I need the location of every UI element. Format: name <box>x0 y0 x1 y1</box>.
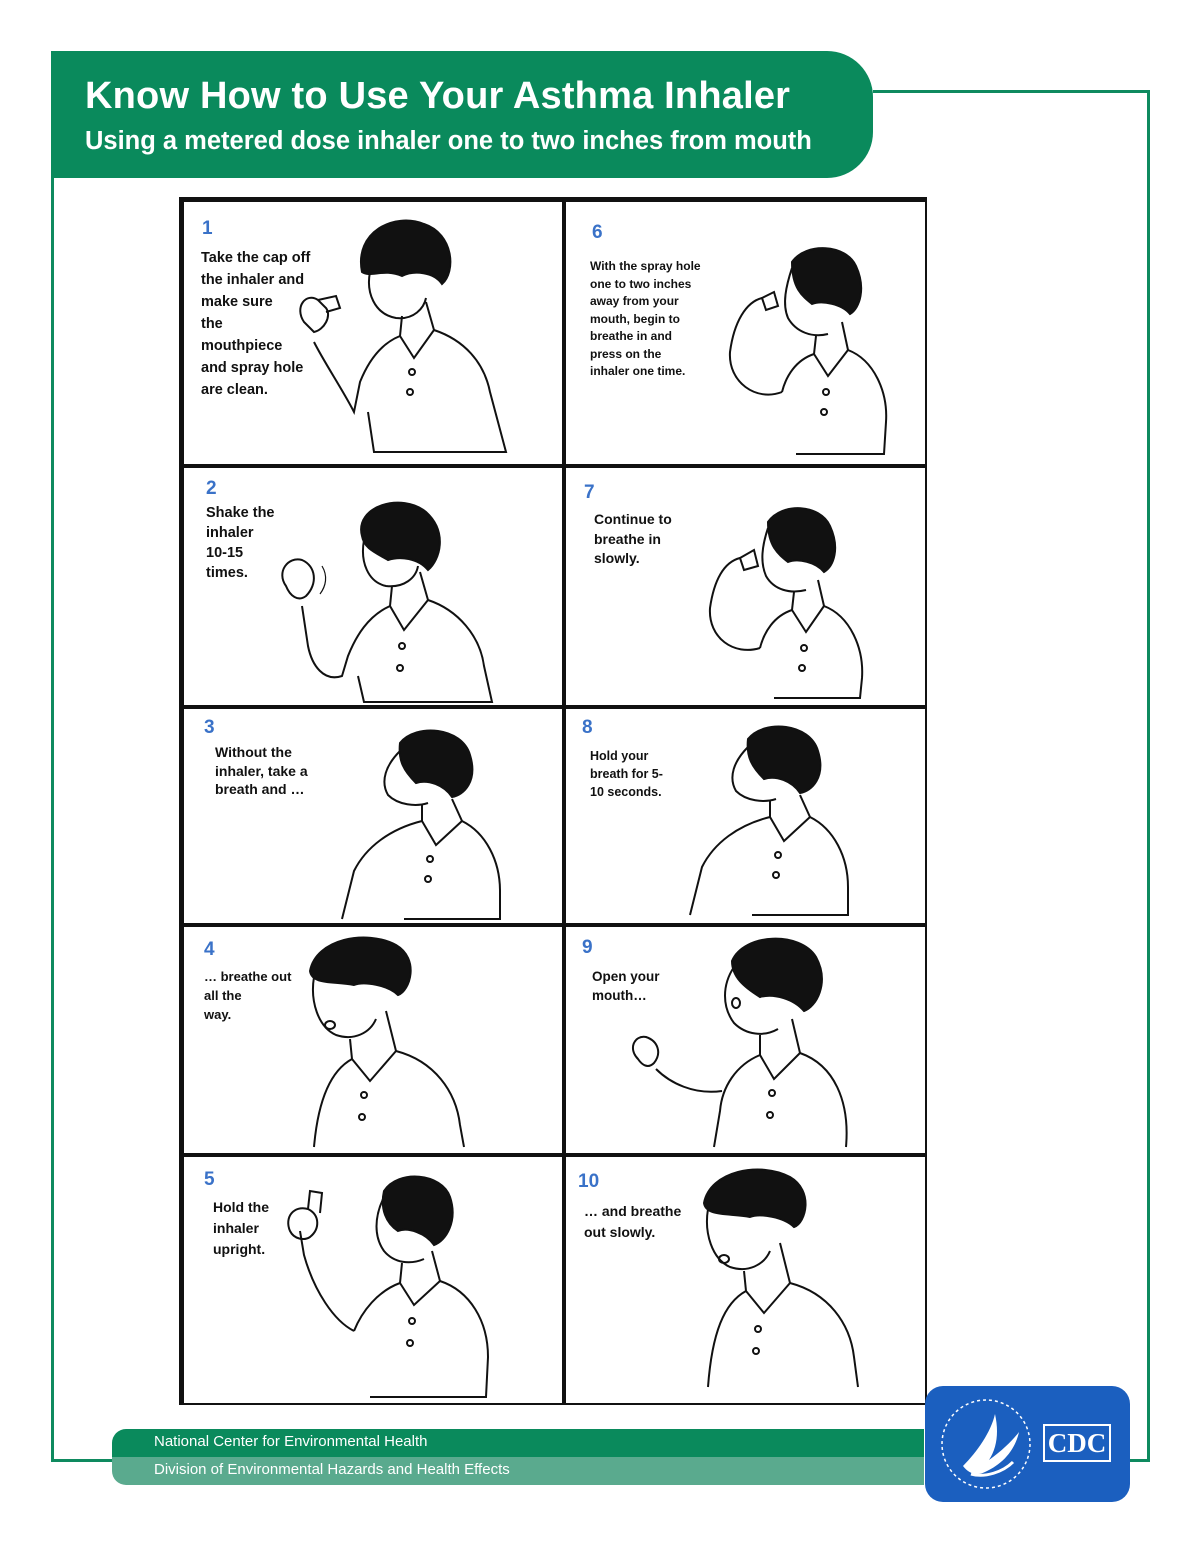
step-1-number: 1 <box>202 218 213 239</box>
step-5-number: 5 <box>204 1169 215 1190</box>
step-10-number: 10 <box>578 1171 600 1192</box>
frame-line-left <box>51 150 54 1462</box>
cdc-logo: CDC <box>1043 1424 1111 1462</box>
step-6-panel <box>564 200 927 466</box>
footer-division-bar <box>112 1457 924 1485</box>
step-8-text: Hold your breath for 5- 10 seconds. <box>590 749 663 799</box>
boy-breathing-out-slowly-illustration <box>690 1163 890 1393</box>
step-4-panel <box>182 925 564 1155</box>
steps-grid <box>179 197 927 1405</box>
step-10-panel <box>564 1155 927 1405</box>
step-4-text: … breathe out all the way. <box>204 969 292 1022</box>
step-1-text: Take the cap off the inhaler and make sure the mouthpiece and spray hole are clean. <box>201 250 311 398</box>
step-1-panel <box>182 200 564 466</box>
step-5-panel <box>182 1155 564 1405</box>
footer-division-name: Division of Environmental Hazards and Health Effects <box>154 1461 510 1478</box>
boy-opening-mouth-illustration <box>610 931 880 1153</box>
boy-taking-breath-illustration <box>304 721 514 925</box>
boy-pressing-inhaler-illustration <box>716 242 906 462</box>
step-2-text: Shake the inhaler 10-15 times. <box>206 505 275 581</box>
step-2-number: 2 <box>206 478 217 499</box>
step-3-number: 3 <box>204 717 215 738</box>
header-banner <box>51 51 873 178</box>
step-10-text: … and breathe out slowly. <box>584 1203 682 1240</box>
cdc-logo-block <box>925 1386 1130 1502</box>
step-3-text: Without the inhaler, take a breath and … <box>215 744 308 797</box>
step-7-number: 7 <box>584 482 595 503</box>
step-6-number: 6 <box>592 222 603 243</box>
frame-line-bottom-right <box>1128 1459 1150 1462</box>
step-8-panel <box>564 707 927 925</box>
page-title: Know How to Use Your Asthma Inhaler <box>85 75 791 117</box>
step-6-text: With the spray hole one to two inches away from your mouth, begin to breathe in and press on the inhaler one time. <box>590 259 701 378</box>
hhs-eagle-seal-icon <box>933 1392 1039 1496</box>
boy-breathing-in-illustration <box>694 502 884 702</box>
step-2-panel <box>182 466 564 707</box>
frame-line-top <box>873 90 1150 93</box>
frame-line-bottom-left <box>51 1459 113 1462</box>
boy-shaking-inhaler-illustration <box>272 496 502 706</box>
step-7-panel <box>564 466 927 707</box>
frame-line-right <box>1147 90 1150 1462</box>
step-9-number: 9 <box>582 937 593 958</box>
footer-center-bar <box>112 1429 924 1457</box>
step-5-text: Hold the inhaler upright. <box>213 1199 269 1257</box>
step-9-panel <box>564 925 927 1155</box>
page-subtitle: Using a metered dose inhaler one to two inches from mouth <box>85 127 812 155</box>
boy-holding-inhaler-upright-illustration <box>274 1171 504 1403</box>
boy-checking-inhaler-illustration <box>284 212 514 462</box>
step-9-text: Open your mouth… <box>592 969 660 1003</box>
step-8-number: 8 <box>582 717 593 738</box>
footer-center-name: National Center for Environmental Health <box>154 1433 428 1450</box>
boy-holding-breath-illustration <box>652 717 862 921</box>
boy-breathing-out-illustration <box>300 931 490 1153</box>
step-7-text: Continue to breathe in slowly. <box>594 511 672 566</box>
step-4-number: 4 <box>204 939 215 960</box>
step-3-panel <box>182 707 564 925</box>
